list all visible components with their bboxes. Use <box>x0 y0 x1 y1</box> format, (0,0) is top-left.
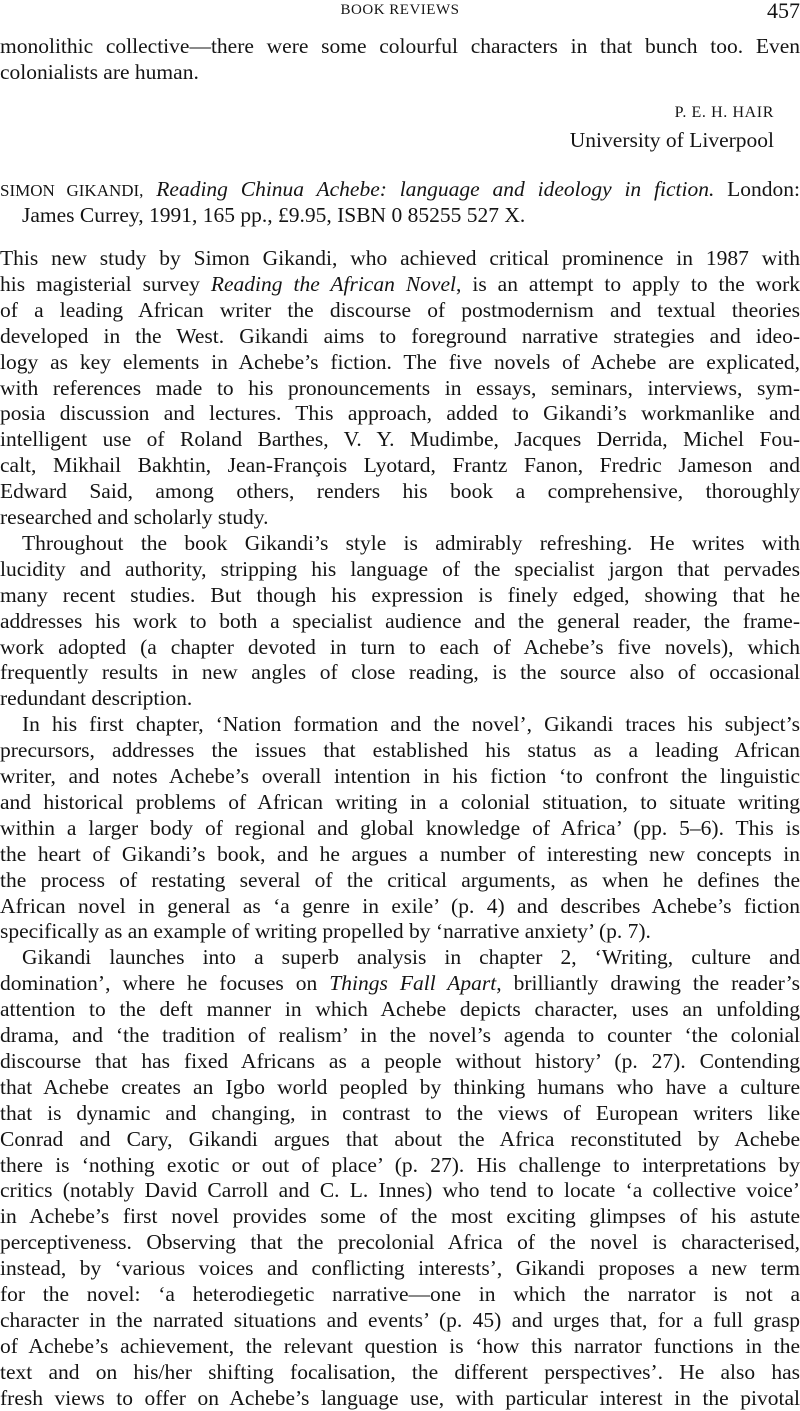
page-number: 457 <box>767 0 800 23</box>
body-text-line: Edward Said, among others, renders his book a comprehensive, thoroughly <box>0 479 800 504</box>
body-text-line: critics (notably David Carroll and C. L. Innes) who tend to locate ‘a collective voice’ <box>0 1178 800 1203</box>
body-text-line: the heart of Gikandi’s book, and he argues a number of interesting new concepts in <box>0 841 800 866</box>
body-text-line: specifically as an example of writing propelled by ‘narrative anxiety’ (p. 7). <box>0 919 651 944</box>
body-text-line: there is ‘nothing exotic or out of place’ (p. 27). His challenge to interpretations by <box>0 1152 800 1177</box>
body-text-line: of Achebe’s achievement, the relevant question is ‘how this narrator functions in the <box>0 1333 800 1358</box>
body-text-line: intelligent use of Roland Barthes, V. Y. Mudimbe, Jacques Derrida, Michel Fou- <box>0 427 800 452</box>
body-text-line: researched and scholarly study. <box>0 505 269 529</box>
review-citation-line-1 <box>0 176 800 204</box>
body-text-line: lucidity and authority, stripping his language of the specialist jargon that pervades <box>0 556 800 581</box>
reviewer-signature-institution: University of Liverpool <box>569 128 774 152</box>
reviewer-signature-name: P. E. H. HAIR <box>674 104 774 121</box>
body-text-line: many recent studies. But though his expression is finely edged, showing that he <box>0 582 800 607</box>
body-text-line: African novel in general as ‘a genre in exile’ (p. 4) and describes Achebe’s fiction <box>0 893 800 918</box>
body-text-line: text and on his/her shifting focalisation, the different perspectives’. He also has <box>0 1359 800 1384</box>
body-text-line: and historical problems of African writing in a colonial stituation, to situate writing <box>0 789 800 814</box>
body-text-line: writer, and notes Achebe’s overall intention in his fiction ‘to confront the linguistic <box>0 764 800 788</box>
citation-book-title: Reading Chinua Achebe: language and ideology in fiction. <box>156 177 715 201</box>
body-text-line: his magisterial survey Reading the African Novel, is an attempt to apply to the work <box>0 271 800 296</box>
citation-publisher-place: London: <box>727 177 800 201</box>
running-head-title: BOOK REVIEWS <box>340 2 460 18</box>
body-text-line: addresses his work to both a specialist audience and the general reader, the frame- <box>0 608 800 633</box>
body-text-line: in Achebe’s first novel provides some of the most exciting glimpses of his astute <box>0 1204 800 1229</box>
body-text-line: fresh views to offer on Achebe’s language use, with particular interest in the pivotal <box>0 1385 800 1410</box>
body-text-line: posia discussion and lectures. This approach, added to Gikandi’s workmanlike and <box>0 401 800 426</box>
citation-author: SIMON GIKANDI, <box>0 181 144 200</box>
body-text-line: This new study by Simon Gikandi, who achieved critical prominence in 1987 with <box>0 246 800 270</box>
review-citation-line-2: James Currey, 1991, 165 pp., £9.95, ISBN 0 85255 527 X. <box>22 203 526 227</box>
body-text-line: redundant description. <box>0 686 193 711</box>
body-text-line: domination’, where he focuses on Things Fall Apart, brilliantly drawing the reader’s <box>0 971 800 996</box>
body-text-line: character in the narrated situations and events’ (p. 45) and urges that, for a full grasp <box>0 1307 800 1332</box>
body-text-line: that Achebe creates an Igbo world peopled by thinking humans who have a culture <box>0 1074 800 1099</box>
body-text-line: work adopted (a chapter devoted in turn to each of Achebe’s five novels), which <box>0 634 800 659</box>
body-text-line: frequently results in new angles of close reading, is the source also of occasional <box>0 660 800 685</box>
italic-title: Reading the African Novel <box>210 271 456 296</box>
body-text-line: developed in the West. Gikandi aims to foreground narrative strategies and ideo- <box>0 323 800 348</box>
body-text-line: drama, and ‘the tradition of realism’ in the novel’s agenda to counter ‘the colonial <box>0 1023 800 1047</box>
body-text-line: instead, by ‘various voices and conflicting interests’, Gikandi proposes a new term <box>0 1256 800 1281</box>
body-text-line: logy as key elements in Achebe’s fiction. The five novels of Achebe are explicated, <box>0 349 800 374</box>
previous-review-line: monolithic collective—there were some colourful characters in that bunch too. Even <box>0 34 800 58</box>
body-text-line: precursors, addresses the issues that established his status as a leading African <box>0 738 800 763</box>
previous-review-line: colonialists are human. <box>0 60 199 84</box>
body-text-line: attention to the deft manner in which Achebe depicts character, uses an unfolding <box>0 997 800 1022</box>
body-text-line: with references made to his pronouncements in essays, seminars, interviews, sym- <box>0 375 800 400</box>
body-text-line: In his first chapter, ‘Nation formation and the novel’, Gikandi traces his subject’s <box>22 712 800 737</box>
body-text-line: Gikandi launches into a superb analysis in chapter 2, ‘Writing, culture and <box>22 945 800 970</box>
body-text-line: of a leading African writer the discourse of postmodernism and textual theories <box>0 297 800 322</box>
body-text-line: discourse that has fixed Africans as a people without history’ (p. 27). Contending <box>0 1048 800 1073</box>
italic-title: Things Fall Apart <box>329 971 497 996</box>
body-text-line: the process of restating several of the critical arguments, as when he defines the <box>0 867 800 892</box>
body-text-line: perceptiveness. Observing that the precolonial Africa of the novel is characterised, <box>0 1230 800 1255</box>
body-text-line: Throughout the book Gikandi’s style is admirably refreshing. He writes with <box>22 530 800 555</box>
body-text-line: calt, Mikhail Bakhtin, Jean-François Lyotard, Frantz Fanon, Fredric Jameson and <box>0 453 800 478</box>
body-text-line: that is dynamic and changing, in contrast to the views of European writers like <box>0 1100 800 1125</box>
body-text-line: within a larger body of regional and global knowledge of Africa’ (pp. 5–6). This is <box>0 815 800 840</box>
body-text-line: Conrad and Cary, Gikandi argues that about the Africa reconstituted by Achebe <box>0 1126 800 1151</box>
running-head <box>0 0 800 30</box>
body-text-line: for the novel: ‘a heterodiegetic narrative—one in which the narrator is not a <box>0 1282 800 1306</box>
